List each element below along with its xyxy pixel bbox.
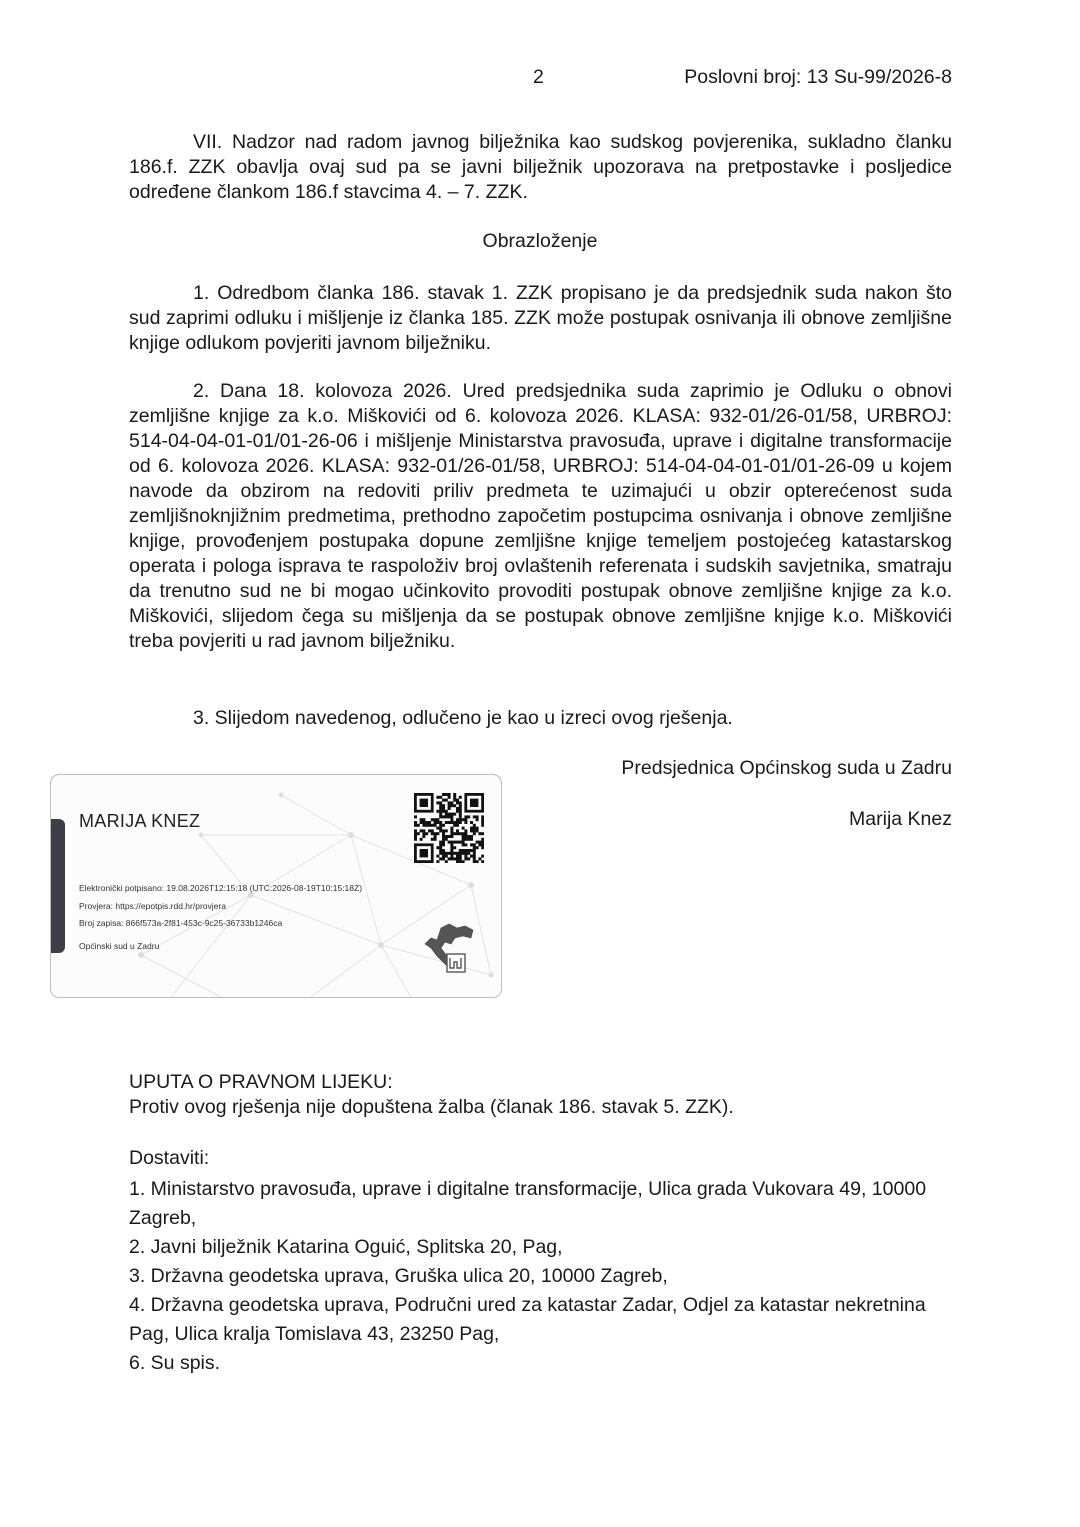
signed-timestamp: Elektronički potpisano: 19.08.2026T12:15:18 (UTC:2026-08-19T10:15:18Z) xyxy=(79,883,363,893)
qr-code-icon xyxy=(414,793,484,863)
section-heading: Obrazloženje xyxy=(482,230,598,252)
list-item: 4. Državna geodetska uprava, Područni ured za katastar Zadar, Odjel za katastar nekretnina Pag, Ulica kralja Tomislava 43, 23250 Pag, xyxy=(129,1294,926,1345)
legal-remedy xyxy=(129,1070,734,1120)
card-accent-bar xyxy=(51,819,65,953)
record-number: Broj zapisa: 866f573a-2f81-453c-9c25-36733b1246ca xyxy=(79,918,283,928)
list-item: 1. Ministarstvo pravosuđa, uprave i digitalne transformacije, Ulica grada Vukovara 49, 10000 Zagreb, xyxy=(129,1178,927,1229)
paragraph-2: 2. Dana 18. kolovoza 2026. Ured predsjednika suda zaprimio je Odluku o obnovi zemljišne knjige za k.o. Miškovići od 6. kolovoza 2026. KLASA: 932-01/26-01/58, URBROJ: 514-04-04-01-01/01-26-06 i mišljenje Ministarstva pravosuđa, uprave i digitalne transformacije od 6. kolovoza 2026. KLASA: 932-01/26-01/58, URBROJ: 514-04-04-01-01/01-26-09 u kojem navode da obzirom na redoviti priliv predmeta te uzimajući u obzir opterećenost suda zemljišnoknjižnim predmetima, prethodno započetim postupcima osnivanja i obnove zemljišne knjige, provođenjem postupaka dopune zemljišne knjige temeljem postojećeg katastarskog operata i pologa isprava te raspoloživ broj ovlaštenih referenata i sudskih savjetnika, smatraju da trenutno sud ne bi mogao učinkovito provoditi postupak obnove zemljišne knjige za k.o. Miškovići, slijedom čega su mišljenja da se postupak obnove zemljišne knjige k.o. Miškovići treba povjeriti u rad javnom bilježniku. xyxy=(129,380,952,652)
delivery-list xyxy=(129,1175,959,1378)
page-number: 2 xyxy=(533,66,544,88)
case-number: Poslovni broj: 13 Su-99/2026-8 xyxy=(684,66,952,88)
signer-name: MARIJA KNEZ xyxy=(79,811,201,831)
court-name: Općinski sud u Zadru xyxy=(79,941,160,951)
verify-link: Provjera: https://epotpis.rdd.hr/provjera xyxy=(79,901,226,911)
list-item: 3. Državna geodetska uprava, Gruška ulica 20, 10000 Zagreb, xyxy=(129,1265,668,1287)
list-item: 2. Javni bilježnik Katarina Oguić, Splitska 20, Pag, xyxy=(129,1236,563,1258)
signature-title: Predsjednica Općinskog suda u Zadru xyxy=(621,757,952,779)
legal-remedy-title: UPUTA O PRAVNOM LIJEKU: xyxy=(129,1071,393,1093)
legal-remedy-text: Protiv ovog rješenja nije dopuštena žalba (članak 186. stavak 5. ZZK). xyxy=(129,1096,734,1118)
delivery-title: Dostaviti: xyxy=(129,1147,210,1169)
paragraph-1: 1. Odredbom članka 186. stavak 1. ZZK propisano je da predsjednik suda nakon što sud zaprimi odluku i mišljenje iz članka 185. ZZK može postupak osnivanja ili obnove zemljišne knjige odlukom povjeriti javnom bilježniku. xyxy=(129,282,952,354)
paragraph-3: 3. Slijedom navedenog, odlučeno je kao u izreci ovog rješenja. xyxy=(193,707,733,729)
signature-name: Marija Knez xyxy=(849,808,952,830)
list-item: 6. Su spis. xyxy=(129,1352,221,1374)
e-signature-card xyxy=(50,774,502,998)
croatia-map-icon xyxy=(419,920,479,976)
paragraph-vii: VII. Nadzor nad radom javnog bilježnika kao sudskog povjerenika, sukladno članku 186.f. ZZK obavlja ovaj sud pa se javni bilježnik upozorava na pretpostavke i posljedice određene člankom 186.f stavcima 4. – 7. ZZK. xyxy=(129,131,952,203)
